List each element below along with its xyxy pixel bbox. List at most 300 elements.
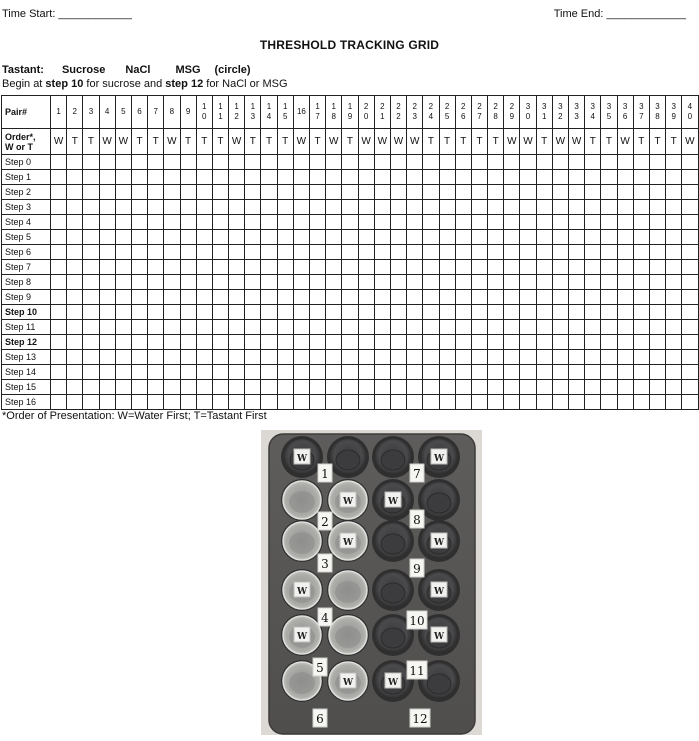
grid-entry-cell[interactable] (196, 260, 212, 275)
grid-entry-cell[interactable] (326, 215, 342, 230)
grid-entry-cell[interactable] (245, 200, 261, 215)
grid-entry-cell[interactable] (504, 290, 520, 305)
grid-entry-cell[interactable] (148, 230, 164, 245)
grid-entry-cell[interactable] (455, 395, 471, 410)
grid-entry-cell[interactable] (536, 230, 552, 245)
grid-entry-cell[interactable] (51, 185, 67, 200)
grid-entry-cell[interactable] (115, 275, 131, 290)
grid-entry-cell[interactable] (633, 170, 649, 185)
grid-entry-cell[interactable] (407, 275, 423, 290)
grid-entry-cell[interactable] (601, 185, 617, 200)
grid-entry-cell[interactable] (293, 290, 309, 305)
grid-entry-cell[interactable] (245, 395, 261, 410)
grid-entry-cell[interactable] (552, 245, 568, 260)
grid-entry-cell[interactable] (488, 275, 504, 290)
grid-entry-cell[interactable] (423, 260, 439, 275)
grid-entry-cell[interactable] (423, 395, 439, 410)
grid-entry-cell[interactable] (682, 215, 698, 230)
grid-entry-cell[interactable] (666, 200, 682, 215)
grid-entry-cell[interactable] (601, 170, 617, 185)
grid-entry-cell[interactable] (229, 365, 245, 380)
grid-entry-cell[interactable] (682, 260, 698, 275)
grid-entry-cell[interactable] (67, 290, 83, 305)
grid-entry-cell[interactable] (293, 395, 309, 410)
grid-entry-cell[interactable] (407, 365, 423, 380)
grid-entry-cell[interactable] (99, 380, 115, 395)
grid-entry-cell[interactable] (196, 185, 212, 200)
grid-entry-cell[interactable] (633, 380, 649, 395)
grid-entry-cell[interactable] (83, 155, 99, 170)
grid-entry-cell[interactable] (536, 260, 552, 275)
grid-entry-cell[interactable] (196, 290, 212, 305)
grid-entry-cell[interactable] (293, 350, 309, 365)
grid-entry-cell[interactable] (326, 320, 342, 335)
grid-entry-cell[interactable] (342, 365, 358, 380)
grid-entry-cell[interactable] (67, 395, 83, 410)
grid-entry-cell[interactable] (196, 200, 212, 215)
grid-entry-cell[interactable] (471, 230, 487, 245)
grid-entry-cell[interactable] (407, 170, 423, 185)
grid-entry-cell[interactable] (455, 200, 471, 215)
grid-entry-cell[interactable] (245, 335, 261, 350)
grid-entry-cell[interactable] (536, 155, 552, 170)
grid-entry-cell[interactable] (374, 275, 390, 290)
grid-entry-cell[interactable] (196, 275, 212, 290)
grid-entry-cell[interactable] (633, 215, 649, 230)
grid-entry-cell[interactable] (277, 155, 293, 170)
grid-entry-cell[interactable] (601, 245, 617, 260)
grid-entry-cell[interactable] (51, 260, 67, 275)
grid-entry-cell[interactable] (358, 260, 374, 275)
grid-entry-cell[interactable] (131, 380, 147, 395)
grid-entry-cell[interactable] (83, 350, 99, 365)
grid-entry-cell[interactable] (293, 380, 309, 395)
grid-entry-cell[interactable] (455, 290, 471, 305)
grid-entry-cell[interactable] (682, 200, 698, 215)
grid-entry-cell[interactable] (99, 275, 115, 290)
grid-entry-cell[interactable] (585, 290, 601, 305)
grid-entry-cell[interactable] (212, 170, 228, 185)
grid-entry-cell[interactable] (585, 185, 601, 200)
grid-entry-cell[interactable] (682, 230, 698, 245)
grid-entry-cell[interactable] (148, 365, 164, 380)
grid-entry-cell[interactable] (666, 380, 682, 395)
grid-entry-cell[interactable] (455, 305, 471, 320)
grid-entry-cell[interactable] (148, 155, 164, 170)
grid-entry-cell[interactable] (585, 260, 601, 275)
grid-entry-cell[interactable] (682, 395, 698, 410)
grid-entry-cell[interactable] (212, 290, 228, 305)
grid-entry-cell[interactable] (455, 245, 471, 260)
grid-entry-cell[interactable] (585, 335, 601, 350)
grid-entry-cell[interactable] (471, 185, 487, 200)
grid-entry-cell[interactable] (488, 305, 504, 320)
grid-entry-cell[interactable] (455, 155, 471, 170)
grid-entry-cell[interactable] (536, 320, 552, 335)
grid-entry-cell[interactable] (164, 170, 180, 185)
grid-entry-cell[interactable] (488, 365, 504, 380)
grid-entry-cell[interactable] (407, 260, 423, 275)
grid-entry-cell[interactable] (293, 365, 309, 380)
grid-entry-cell[interactable] (342, 290, 358, 305)
grid-entry-cell[interactable] (164, 305, 180, 320)
grid-entry-cell[interactable] (488, 215, 504, 230)
grid-entry-cell[interactable] (390, 215, 406, 230)
grid-entry-cell[interactable] (423, 365, 439, 380)
grid-entry-cell[interactable] (51, 170, 67, 185)
grid-entry-cell[interactable] (164, 290, 180, 305)
grid-entry-cell[interactable] (617, 200, 633, 215)
grid-entry-cell[interactable] (261, 350, 277, 365)
grid-entry-cell[interactable] (488, 395, 504, 410)
grid-entry-cell[interactable] (585, 365, 601, 380)
grid-entry-cell[interactable] (342, 230, 358, 245)
grid-entry-cell[interactable] (358, 200, 374, 215)
grid-entry-cell[interactable] (261, 365, 277, 380)
grid-entry-cell[interactable] (649, 155, 665, 170)
grid-entry-cell[interactable] (277, 260, 293, 275)
grid-entry-cell[interactable] (374, 350, 390, 365)
grid-entry-cell[interactable] (569, 380, 585, 395)
grid-entry-cell[interactable] (585, 275, 601, 290)
grid-entry-cell[interactable] (229, 395, 245, 410)
grid-entry-cell[interactable] (277, 245, 293, 260)
grid-entry-cell[interactable] (569, 320, 585, 335)
grid-entry-cell[interactable] (666, 215, 682, 230)
grid-entry-cell[interactable] (504, 260, 520, 275)
grid-entry-cell[interactable] (180, 380, 196, 395)
grid-entry-cell[interactable] (99, 155, 115, 170)
grid-entry-cell[interactable] (585, 230, 601, 245)
grid-entry-cell[interactable] (439, 350, 455, 365)
grid-entry-cell[interactable] (407, 155, 423, 170)
grid-entry-cell[interactable] (180, 155, 196, 170)
grid-entry-cell[interactable] (51, 230, 67, 245)
grid-entry-cell[interactable] (666, 290, 682, 305)
grid-entry-cell[interactable] (115, 155, 131, 170)
grid-entry-cell[interactable] (358, 380, 374, 395)
grid-entry-cell[interactable] (649, 230, 665, 245)
grid-entry-cell[interactable] (390, 350, 406, 365)
grid-entry-cell[interactable] (342, 215, 358, 230)
grid-entry-cell[interactable] (148, 170, 164, 185)
grid-entry-cell[interactable] (196, 365, 212, 380)
grid-entry-cell[interactable] (666, 395, 682, 410)
grid-entry-cell[interactable] (536, 185, 552, 200)
grid-entry-cell[interactable] (488, 290, 504, 305)
grid-entry-cell[interactable] (617, 380, 633, 395)
grid-entry-cell[interactable] (649, 395, 665, 410)
grid-entry-cell[interactable] (99, 335, 115, 350)
grid-entry-cell[interactable] (666, 185, 682, 200)
grid-entry-cell[interactable] (374, 185, 390, 200)
grid-entry-cell[interactable] (504, 245, 520, 260)
grid-entry-cell[interactable] (67, 170, 83, 185)
grid-entry-cell[interactable] (342, 320, 358, 335)
grid-entry-cell[interactable] (277, 185, 293, 200)
grid-entry-cell[interactable] (682, 185, 698, 200)
grid-entry-cell[interactable] (536, 215, 552, 230)
grid-entry-cell[interactable] (131, 290, 147, 305)
grid-entry-cell[interactable] (569, 245, 585, 260)
grid-entry-cell[interactable] (342, 380, 358, 395)
grid-entry-cell[interactable] (310, 170, 326, 185)
grid-entry-cell[interactable] (520, 290, 536, 305)
grid-entry-cell[interactable] (196, 305, 212, 320)
grid-entry-cell[interactable] (310, 395, 326, 410)
grid-entry-cell[interactable] (212, 155, 228, 170)
grid-entry-cell[interactable] (552, 200, 568, 215)
grid-entry-cell[interactable] (358, 155, 374, 170)
grid-entry-cell[interactable] (617, 170, 633, 185)
grid-entry-cell[interactable] (423, 230, 439, 245)
grid-entry-cell[interactable] (536, 395, 552, 410)
grid-entry-cell[interactable] (180, 215, 196, 230)
grid-entry-cell[interactable] (83, 275, 99, 290)
grid-entry-cell[interactable] (310, 245, 326, 260)
grid-entry-cell[interactable] (310, 350, 326, 365)
grid-entry-cell[interactable] (682, 275, 698, 290)
grid-entry-cell[interactable] (649, 185, 665, 200)
grid-entry-cell[interactable] (342, 170, 358, 185)
grid-entry-cell[interactable] (520, 395, 536, 410)
grid-entry-cell[interactable] (455, 260, 471, 275)
grid-entry-cell[interactable] (245, 305, 261, 320)
grid-entry-cell[interactable] (633, 320, 649, 335)
grid-entry-cell[interactable] (569, 200, 585, 215)
grid-entry-cell[interactable] (51, 155, 67, 170)
grid-entry-cell[interactable] (552, 215, 568, 230)
grid-entry-cell[interactable] (229, 305, 245, 320)
grid-entry-cell[interactable] (390, 245, 406, 260)
grid-entry-cell[interactable] (310, 275, 326, 290)
grid-entry-cell[interactable] (585, 305, 601, 320)
grid-entry-cell[interactable] (633, 335, 649, 350)
grid-entry-cell[interactable] (617, 335, 633, 350)
grid-entry-cell[interactable] (423, 245, 439, 260)
grid-entry-cell[interactable] (99, 200, 115, 215)
grid-entry-cell[interactable] (649, 275, 665, 290)
grid-entry-cell[interactable] (67, 155, 83, 170)
grid-entry-cell[interactable] (374, 260, 390, 275)
grid-entry-cell[interactable] (148, 290, 164, 305)
grid-entry-cell[interactable] (67, 260, 83, 275)
grid-entry-cell[interactable] (455, 230, 471, 245)
grid-entry-cell[interactable] (390, 170, 406, 185)
grid-entry-cell[interactable] (471, 170, 487, 185)
grid-entry-cell[interactable] (261, 380, 277, 395)
grid-entry-cell[interactable] (148, 275, 164, 290)
grid-entry-cell[interactable] (229, 335, 245, 350)
grid-entry-cell[interactable] (374, 290, 390, 305)
grid-entry-cell[interactable] (229, 155, 245, 170)
grid-entry-cell[interactable] (99, 185, 115, 200)
grid-entry-cell[interactable] (164, 380, 180, 395)
grid-entry-cell[interactable] (326, 200, 342, 215)
grid-entry-cell[interactable] (342, 305, 358, 320)
grid-entry-cell[interactable] (633, 365, 649, 380)
grid-entry-cell[interactable] (51, 335, 67, 350)
grid-entry-cell[interactable] (277, 290, 293, 305)
grid-entry-cell[interactable] (310, 200, 326, 215)
grid-entry-cell[interactable] (390, 320, 406, 335)
grid-entry-cell[interactable] (536, 200, 552, 215)
grid-entry-cell[interactable] (682, 245, 698, 260)
grid-entry-cell[interactable] (293, 245, 309, 260)
grid-entry-cell[interactable] (180, 260, 196, 275)
grid-entry-cell[interactable] (148, 215, 164, 230)
grid-entry-cell[interactable] (601, 305, 617, 320)
grid-entry-cell[interactable] (245, 215, 261, 230)
grid-entry-cell[interactable] (67, 185, 83, 200)
grid-entry-cell[interactable] (83, 290, 99, 305)
grid-entry-cell[interactable] (67, 365, 83, 380)
grid-entry-cell[interactable] (471, 245, 487, 260)
grid-entry-cell[interactable] (229, 185, 245, 200)
grid-entry-cell[interactable] (423, 350, 439, 365)
grid-entry-cell[interactable] (407, 305, 423, 320)
grid-entry-cell[interactable] (115, 245, 131, 260)
grid-entry-cell[interactable] (520, 230, 536, 245)
grid-entry-cell[interactable] (67, 350, 83, 365)
grid-entry-cell[interactable] (439, 305, 455, 320)
grid-entry-cell[interactable] (293, 215, 309, 230)
grid-entry-cell[interactable] (83, 245, 99, 260)
grid-entry-cell[interactable] (455, 320, 471, 335)
grid-entry-cell[interactable] (131, 260, 147, 275)
grid-entry-cell[interactable] (67, 230, 83, 245)
grid-entry-cell[interactable] (261, 155, 277, 170)
grid-entry-cell[interactable] (407, 230, 423, 245)
grid-entry-cell[interactable] (504, 320, 520, 335)
grid-entry-cell[interactable] (552, 350, 568, 365)
grid-entry-cell[interactable] (601, 380, 617, 395)
grid-entry-cell[interactable] (569, 305, 585, 320)
grid-entry-cell[interactable] (51, 380, 67, 395)
grid-entry-cell[interactable] (488, 155, 504, 170)
grid-entry-cell[interactable] (407, 335, 423, 350)
grid-entry-cell[interactable] (180, 275, 196, 290)
grid-entry-cell[interactable] (67, 275, 83, 290)
grid-entry-cell[interactable] (520, 380, 536, 395)
grid-entry-cell[interactable] (569, 185, 585, 200)
grid-entry-cell[interactable] (439, 245, 455, 260)
grid-entry-cell[interactable] (471, 260, 487, 275)
grid-entry-cell[interactable] (649, 260, 665, 275)
grid-entry-cell[interactable] (51, 350, 67, 365)
grid-entry-cell[interactable] (131, 170, 147, 185)
grid-entry-cell[interactable] (310, 185, 326, 200)
grid-entry-cell[interactable] (423, 290, 439, 305)
grid-entry-cell[interactable] (569, 290, 585, 305)
grid-entry-cell[interactable] (293, 305, 309, 320)
grid-entry-cell[interactable] (180, 305, 196, 320)
grid-entry-cell[interactable] (585, 320, 601, 335)
grid-entry-cell[interactable] (390, 185, 406, 200)
grid-entry-cell[interactable] (617, 320, 633, 335)
grid-entry-cell[interactable] (552, 275, 568, 290)
grid-entry-cell[interactable] (261, 395, 277, 410)
grid-entry-cell[interactable] (310, 320, 326, 335)
grid-entry-cell[interactable] (358, 395, 374, 410)
grid-entry-cell[interactable] (148, 350, 164, 365)
grid-entry-cell[interactable] (245, 320, 261, 335)
grid-entry-cell[interactable] (504, 335, 520, 350)
grid-entry-cell[interactable] (569, 395, 585, 410)
grid-entry-cell[interactable] (83, 215, 99, 230)
grid-entry-cell[interactable] (601, 350, 617, 365)
grid-entry-cell[interactable] (536, 275, 552, 290)
grid-entry-cell[interactable] (277, 395, 293, 410)
grid-entry-cell[interactable] (439, 155, 455, 170)
grid-entry-cell[interactable] (261, 320, 277, 335)
grid-entry-cell[interactable] (439, 215, 455, 230)
grid-entry-cell[interactable] (51, 395, 67, 410)
grid-entry-cell[interactable] (682, 305, 698, 320)
grid-entry-cell[interactable] (115, 290, 131, 305)
grid-entry-cell[interactable] (131, 320, 147, 335)
grid-entry-cell[interactable] (245, 365, 261, 380)
grid-entry-cell[interactable] (358, 320, 374, 335)
grid-entry-cell[interactable] (212, 245, 228, 260)
grid-entry-cell[interactable] (164, 320, 180, 335)
grid-entry-cell[interactable] (229, 215, 245, 230)
grid-entry-cell[interactable] (520, 245, 536, 260)
grid-entry-cell[interactable] (520, 185, 536, 200)
grid-entry-cell[interactable] (310, 260, 326, 275)
grid-entry-cell[interactable] (520, 200, 536, 215)
grid-entry-cell[interactable] (374, 230, 390, 245)
grid-entry-cell[interactable] (471, 200, 487, 215)
grid-entry-cell[interactable] (229, 350, 245, 365)
grid-entry-cell[interactable] (83, 365, 99, 380)
grid-entry-cell[interactable] (131, 155, 147, 170)
grid-entry-cell[interactable] (99, 365, 115, 380)
grid-entry-cell[interactable] (245, 380, 261, 395)
grid-entry-cell[interactable] (83, 380, 99, 395)
grid-entry-cell[interactable] (245, 245, 261, 260)
grid-entry-cell[interactable] (164, 260, 180, 275)
grid-entry-cell[interactable] (666, 260, 682, 275)
grid-entry-cell[interactable] (115, 185, 131, 200)
grid-entry-cell[interactable] (374, 245, 390, 260)
grid-entry-cell[interactable] (390, 305, 406, 320)
grid-entry-cell[interactable] (293, 170, 309, 185)
grid-entry-cell[interactable] (407, 395, 423, 410)
grid-entry-cell[interactable] (374, 335, 390, 350)
grid-entry-cell[interactable] (99, 170, 115, 185)
grid-entry-cell[interactable] (261, 260, 277, 275)
grid-entry-cell[interactable] (617, 155, 633, 170)
grid-entry-cell[interactable] (99, 320, 115, 335)
grid-entry-cell[interactable] (504, 365, 520, 380)
grid-entry-cell[interactable] (666, 365, 682, 380)
grid-entry-cell[interactable] (229, 230, 245, 245)
grid-entry-cell[interactable] (407, 320, 423, 335)
grid-entry-cell[interactable] (390, 200, 406, 215)
grid-entry-cell[interactable] (649, 350, 665, 365)
grid-entry-cell[interactable] (293, 185, 309, 200)
grid-entry-cell[interactable] (148, 395, 164, 410)
grid-entry-cell[interactable] (455, 335, 471, 350)
grid-entry-cell[interactable] (310, 380, 326, 395)
grid-entry-cell[interactable] (51, 365, 67, 380)
grid-entry-cell[interactable] (552, 170, 568, 185)
grid-entry-cell[interactable] (569, 365, 585, 380)
grid-entry-cell[interactable] (471, 275, 487, 290)
grid-entry-cell[interactable] (423, 215, 439, 230)
grid-entry-cell[interactable] (51, 320, 67, 335)
